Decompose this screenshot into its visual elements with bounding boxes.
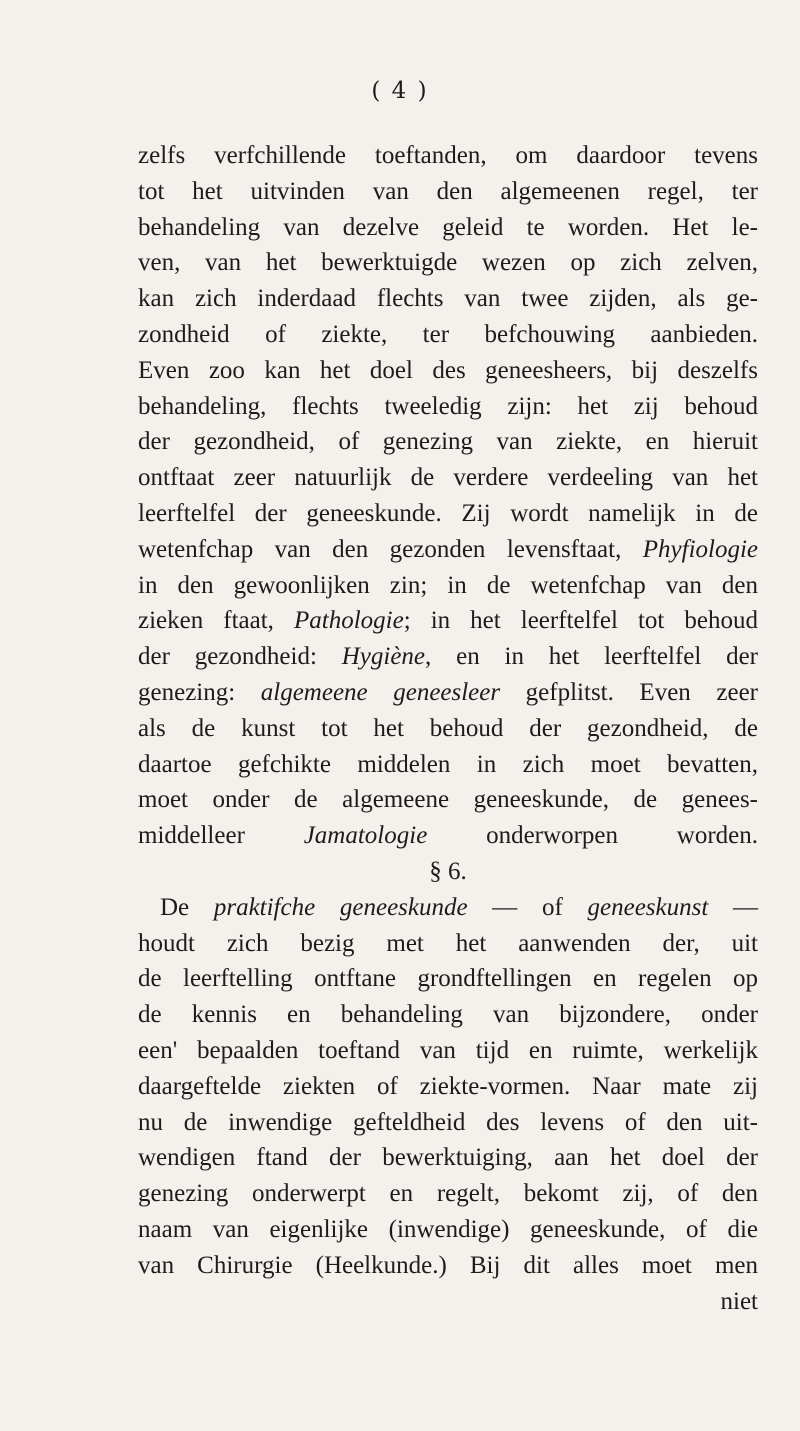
line-segment: der gezondheid, of genezing van ziekte, en hieruit [138, 428, 758, 456]
text-line [138, 747, 758, 783]
text-line [138, 210, 758, 246]
text-line [138, 639, 758, 675]
line-segment: leerftelfel der geneeskunde. Zij wordt namelijk in de [138, 499, 758, 527]
line-segment: daargeftelde ziekten of ziekte-vormen. Naar mate zij [138, 1072, 758, 1100]
text-line [138, 1105, 758, 1141]
italic-term: praktifche geneeskunde [213, 893, 468, 921]
section-heading: § 6. [429, 857, 467, 885]
line-segment: , en in het leerftelfel der [425, 643, 758, 671]
text-line [138, 460, 758, 496]
text-line [138, 818, 758, 854]
line-segment: — [708, 893, 759, 921]
catchword: niet [720, 1287, 758, 1315]
text-line [138, 1212, 758, 1248]
line-segment: De [160, 893, 214, 921]
line-segment: nu de inwendige gefteldheid des levens of den uit- [138, 1108, 758, 1136]
line-segment: gefplitst. Even zeer [500, 678, 758, 706]
text-line [138, 782, 758, 818]
text-line [138, 245, 758, 281]
line-segment: middelleer [138, 822, 304, 850]
line-segment: behandeling, flechts tweeledig zijn: het zij behoud [138, 392, 758, 420]
italic-term: Hygiène [341, 643, 426, 671]
text-line [138, 1033, 758, 1069]
text-line [138, 353, 758, 389]
text-line [138, 568, 758, 604]
line-segment: wetenfchap van den gezonden levensftaat, [138, 535, 643, 563]
line-segment: — of [467, 893, 588, 921]
line-segment: ven, van het bewerktuigde wezen op zich zelven, [138, 249, 758, 277]
text-line [138, 1176, 758, 1212]
line-segment: wendigen ftand der bewerktuiging, aan het doel der [138, 1144, 758, 1172]
body-text [138, 138, 758, 1319]
text-line [138, 532, 758, 568]
text-line [138, 961, 758, 997]
paragraph-1 [138, 138, 758, 854]
line-segment: moet onder de algemeene geneeskunde, de genees- [138, 786, 758, 814]
page-number: ( 4 ) [371, 78, 429, 104]
italic-term: algemeene geneesleer [260, 678, 501, 706]
text-line [138, 496, 758, 532]
line-segment: Even zoo kan het doel des geneesheers, bij deszelfs [138, 356, 758, 384]
line-segment: naam van eigenlijke (inwendige) geneeskunde, of die [138, 1215, 758, 1243]
text-line [138, 138, 758, 174]
line-segment: van Chirurgie (Heelkunde.) Bij dit alles moet men [138, 1251, 758, 1279]
text-line [138, 281, 758, 317]
text-line [138, 603, 758, 639]
line-segment: behandeling van dezelve geleid te worden. Het le- [138, 213, 758, 241]
line-segment: zelfs verfchillende toeftanden, om daardoor tevens [138, 142, 758, 169]
line-segment: als de kunst tot het behoud der gezondheid, de [138, 714, 758, 742]
line-segment: genezing: [138, 678, 261, 706]
line-segment: de leerftelling ontftane grondftellingen en regelen op [138, 965, 758, 993]
line-segment: een' bepaalden toeftand van tijd en ruimte, werkelijk [138, 1036, 758, 1064]
line-segment: der gezondheid: [138, 643, 342, 671]
text-line [138, 174, 758, 210]
line-segment: daartoe gefchikte middelen in zich moet bevatten, [138, 750, 758, 778]
line-segment: zieken ftaat, [138, 607, 294, 635]
line-segment: onderworpen worden. [427, 822, 759, 850]
line-segment: zondheid of ziekte, ter befchouwing aanbieden. [138, 320, 758, 348]
line-segment: genezing onderwerpt en regelt, bekomt zij, of den [138, 1180, 758, 1208]
text-line [138, 926, 758, 962]
text-line [138, 675, 758, 711]
text-line [138, 1248, 758, 1284]
line-segment: tot het uitvinden van den algemeenen regel, ter [138, 177, 758, 205]
line-segment: ontftaat zeer natuurlijk de verdere verdeeling van het [138, 464, 758, 492]
text-line [138, 1140, 758, 1176]
italic-term: geneeskunst [587, 893, 709, 921]
paragraph-2 [138, 890, 758, 1284]
text-line [138, 997, 758, 1033]
text-line [138, 890, 758, 926]
text-line [138, 317, 758, 353]
text-line [138, 1069, 758, 1105]
italic-term: Pathologie [293, 607, 404, 635]
line-segment: kan zich inderdaad flechts van twee zijden, als ge- [138, 285, 758, 313]
line-segment: ; in het leerftelfel tot behoud [403, 607, 758, 635]
italic-term: Jamatologie [303, 822, 428, 850]
text-line [138, 424, 758, 460]
line-segment: houdt zich bezig met het aanwenden der, uit [138, 929, 758, 957]
italic-term: Phyfiologie [642, 535, 758, 563]
text-line [138, 389, 758, 425]
line-segment: in den gewoonlijken zin; in de wetenfchap van den [138, 571, 758, 599]
line-segment: de kennis en behandeling van bijzondere, onder [138, 1001, 758, 1029]
text-line [138, 711, 758, 747]
